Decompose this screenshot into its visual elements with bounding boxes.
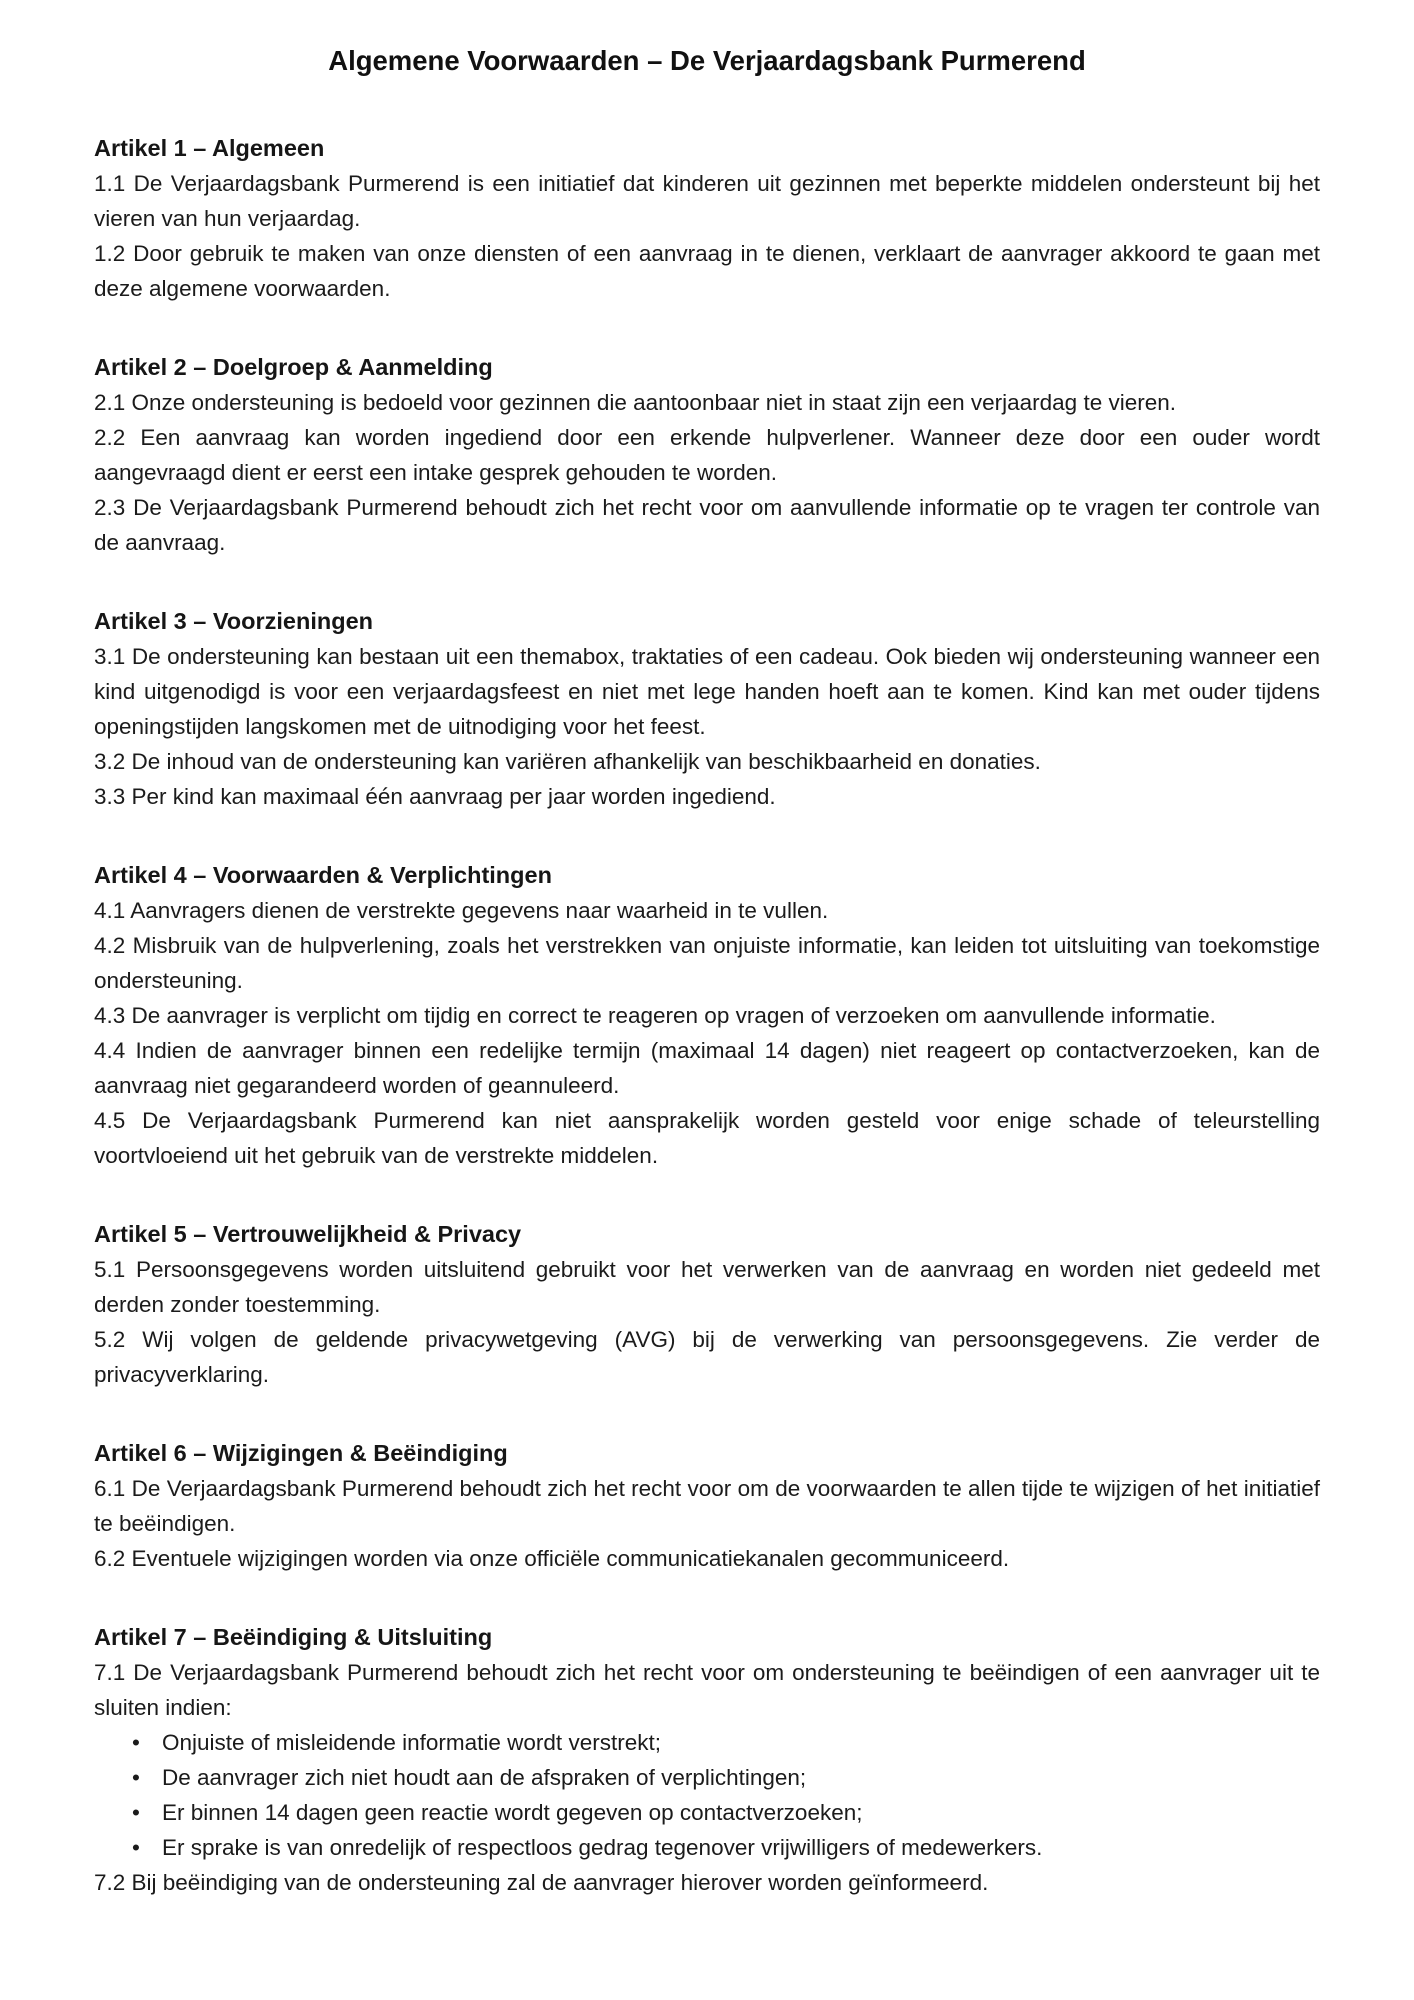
bullet-icon: • [132,1835,140,1860]
article-7 [94,1620,1320,1900]
list-item-text: Onjuiste of misleidende informatie wordt verstrekt; [162,1730,661,1755]
list-item [94,1795,1320,1830]
article-4 [94,858,1320,1173]
article-1-paragraph-2: 1.2 Door gebruik te maken van onze diensten of een aanvraag in te dienen, verklaart de aanvrager akkoord te gaan met deze algemene voorwaarden. [94,241,1320,301]
document-title: Algemene Voorwaarden – De Verjaardagsbank Purmerend [328,45,1086,76]
list-item [94,1725,1320,1760]
article-6-paragraph-2: 6.2 Eventuele wijzigingen worden via onze officiële communicatiekanalen gecommuniceerd. [94,1546,1010,1571]
article-6 [94,1436,1320,1576]
article-6-paragraph-1: 6.1 De Verjaardagsbank Purmerend behoudt zich het recht voor om de voorwaarden te allen tijde te wijzigen of het initiatief te beëindigen. [94,1476,1320,1536]
article-7-paragraph-1: 7.1 De Verjaardagsbank Purmerend behoudt zich het recht voor om ondersteuning te beëindigen of een aanvrager uit te sluiten indien: [94,1660,1320,1720]
article-2 [94,350,1320,560]
article-7-heading: Artikel 7 – Beëindiging & Uitsluiting [94,1624,493,1650]
article-5-paragraph-1: 5.1 Persoonsgegevens worden uitsluitend gebruikt voor het verwerken van de aanvraag en worden niet gedeeld met derden zonder toestemming. [94,1257,1320,1317]
article-2-paragraph-1: 2.1 Onze ondersteuning is bedoeld voor gezinnen die aantoonbaar niet in staat zijn een verjaardag te vieren. [94,390,1176,415]
article-4-heading: Artikel 4 – Voorwaarden & Verplichtingen [94,862,552,888]
article-4-paragraph-5: 4.5 De Verjaardagsbank Purmerend kan niet aansprakelijk worden gesteld voor enige schade of teleurstelling voortvloeiend uit het gebruik van de verstrekte middelen. [94,1108,1320,1168]
article-4-paragraph-3: 4.3 De aanvrager is verplicht om tijdig en correct te reageren op vragen of verzoeken om aanvullende informatie. [94,1003,1216,1028]
article-1-heading: Artikel 1 – Algemeen [94,135,325,161]
article-4-paragraph-4: 4.4 Indien de aanvrager binnen een redelijke termijn (maximaal 14 dagen) niet reageert op contactverzoeken, kan de aanvraag niet gegarandeerd worden of geannuleerd. [94,1038,1320,1098]
article-2-paragraph-2: 2.2 Een aanvraag kan worden ingediend door een erkende hulpverlener. Wanneer deze door een ouder wordt aangevraagd dient er eerst een intake gesprek gehouden te worden. [94,425,1320,485]
article-5 [94,1217,1320,1392]
article-3-heading: Artikel 3 – Voorzieningen [94,608,374,634]
list-item [94,1760,1320,1795]
article-1 [94,131,1320,306]
article-3-paragraph-1: 3.1 De ondersteuning kan bestaan uit een themabox, traktaties of een cadeau. Ook bieden wij ondersteuning wanneer een kind uitgenodigd is voor een verjaardagsfeest en niet met lege handen hoeft aan te komen. Kind kan met ouder tijdens openingstijden langskomen met de uitnodiging voor het feest. [94,644,1320,739]
article-4-paragraph-1: 4.1 Aanvragers dienen de verstrekte gegevens naar waarheid in te vullen. [94,898,829,923]
article-5-heading: Artikel 5 – Vertrouwelijkheid & Privacy [94,1221,522,1247]
list-item-text: Er sprake is van onredelijk of respectloos gedrag tegenover vrijwilligers of medewerkers. [162,1835,1043,1860]
article-2-heading: Artikel 2 – Doelgroep & Aanmelding [94,354,493,380]
article-2-paragraph-3: 2.3 De Verjaardagsbank Purmerend behoudt zich het recht voor om aanvullende informatie op te vragen ter controle van de aanvraag. [94,495,1320,555]
list-item [94,1830,1320,1865]
article-1-paragraph-1: 1.1 De Verjaardagsbank Purmerend is een initiatief dat kinderen uit gezinnen met beperkte middelen ondersteunt bij het vieren van hun verjaardag. [94,171,1320,231]
bullet-icon: • [132,1730,140,1755]
bullet-icon: • [132,1800,140,1825]
article-3 [94,604,1320,814]
article-3-paragraph-3: 3.3 Per kind kan maximaal één aanvraag per jaar worden ingediend. [94,784,776,809]
article-6-heading: Artikel 6 – Wijzigingen & Beëindiging [94,1440,508,1466]
article-4-paragraph-2: 4.2 Misbruik van de hulpverlening, zoals het verstrekken van onjuiste informatie, kan leiden tot uitsluiting van toekomstige ondersteuning. [94,933,1320,993]
article-3-paragraph-2: 3.2 De inhoud van de ondersteuning kan variëren afhankelijk van beschikbaarheid en donaties. [94,749,1041,774]
bullet-icon: • [132,1765,140,1790]
list-item-text: Er binnen 14 dagen geen reactie wordt gegeven op contactverzoeken; [162,1800,863,1825]
list-item-text: De aanvrager zich niet houdt aan de afspraken of verplichtingen; [162,1765,807,1790]
article-5-paragraph-2: 5.2 Wij volgen de geldende privacywetgeving (AVG) bij de verwerking van persoonsgegevens. Zie verder de privacyverklaring. [94,1327,1320,1387]
exclusion-bullet-list [94,1725,1320,1865]
article-7-paragraph-2: 7.2 Bij beëindiging van de ondersteuning zal de aanvrager hierover worden geïnformeerd. [94,1870,989,1895]
